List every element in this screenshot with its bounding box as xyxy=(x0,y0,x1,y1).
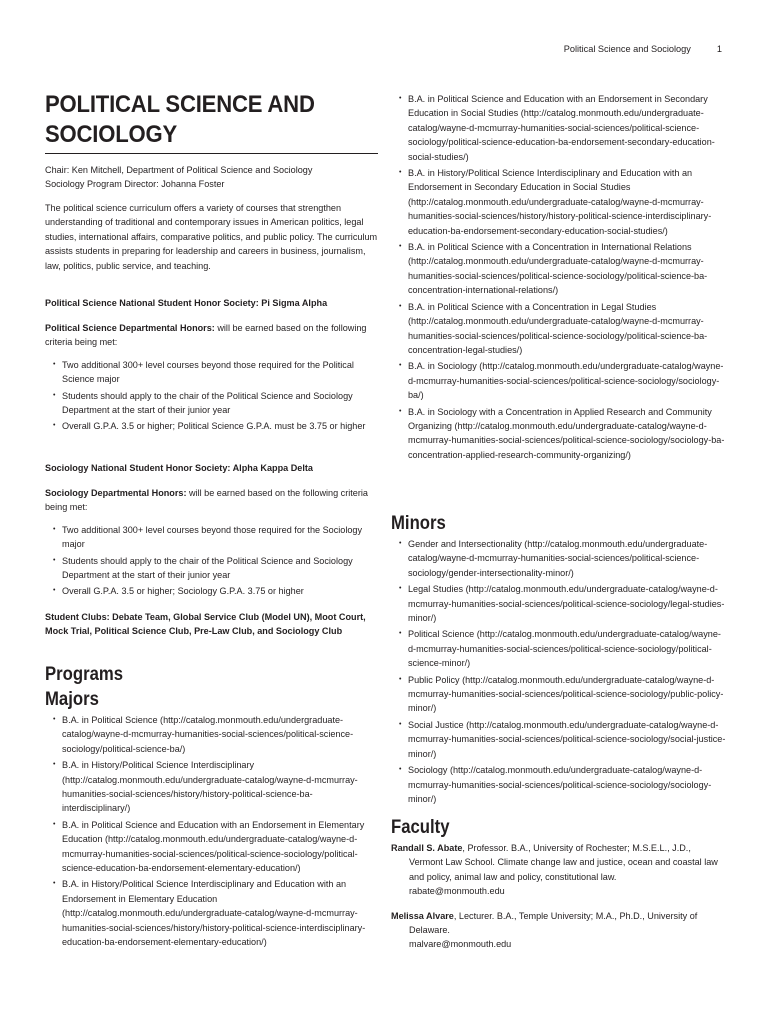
faculty-email[interactable]: rabate@monmouth.edu xyxy=(409,886,505,897)
majors-list-right xyxy=(391,92,726,464)
soc-honors-intro xyxy=(45,486,378,515)
major-item[interactable]: • B.A. in Political Science (http://catalog.monmouth.edu/undergraduate-catalog/wayne-d-mcmurray-humanities-social-sciences/political-science-sociology/political-science-ba/) xyxy=(45,713,378,756)
student-clubs: Student Clubs: Debate Team, Global Service Club (Model UN), Moot Court, Mock Trial, Political Science Club, Pre-Law Club, and Sociology Club xyxy=(45,612,366,637)
major-item[interactable]: • B.A. in History/Political Science Interdisciplinary and Education with an Endorsement in Elementary Education (http://catalog.monmouth.edu/undergraduate-catalog/wayne-d-mcmurray-humanities-social-sciences/history/history-political-science-interdisciplinary-education-ba-endorsement-elementary-education/) xyxy=(45,877,378,949)
major-item[interactable]: • B.A. in History/Political Science Interdisciplinary (http://catalog.monmouth.edu/undergraduate-catalog/wayne-d-mcmurray-humanities-social-sciences/history/history-political-science-ba-interdisciplinary/) xyxy=(45,758,378,816)
faculty-entry xyxy=(391,909,726,952)
chair-block xyxy=(45,163,378,192)
page-title: POLITICAL SCIENCE AND SOCIOLOGY xyxy=(45,91,315,148)
major-item[interactable]: • B.A. in Political Science and Education with an Endorsement in Elementary Education (http://catalog.monmouth.edu/undergraduate-catalog/wayne-d-mcmurray-humanities-social-sciences/political-science-sociology/political-science-education-ba-endorsement-elementary-education/) xyxy=(45,818,378,876)
majors-list-left xyxy=(45,713,378,952)
intro-paragraph: The political science curriculum offers a variety of courses that strengthen understanding of traditional and contemporary issues in American politics, legal studies, international affairs, comparative politics, and public policy. The curriculum assists students in preparing for leadership and careers in business, journalism, law, politics, public service, and teaching. xyxy=(45,203,378,271)
soc-honors-text: will be earned based on the following criteria being met: xyxy=(45,488,368,513)
list-item: • Two additional 300+ level courses beyond those required for the Sociology major xyxy=(45,523,378,552)
list-item: • Two additional 300+ level courses beyond those required for the Political Science major xyxy=(45,358,378,387)
ps-honors-intro xyxy=(45,321,378,350)
running-header xyxy=(564,44,722,54)
minor-item[interactable]: • Sociology (http://catalog.monmouth.edu/undergraduate-catalog/wayne-d-mcmurray-humanities-social-sciences/political-science-sociology/sociology-minor/) xyxy=(391,763,726,806)
major-item[interactable]: • B.A. in Sociology with a Concentration in Applied Research and Community Organizing (http://catalog.monmouth.edu/undergraduate-catalog/wayne-d-mcmurray-humanities-social-sciences/political-science-sociology/sociology-ba-concentration-applied-research-community-organizing/) xyxy=(391,405,726,463)
faculty-name: Randall S. Abate xyxy=(391,843,463,853)
ps-honor-society: Political Science National Student Honor Society: Pi Sigma Alpha xyxy=(45,298,328,308)
faculty-details: , Lecturer. B.A., Temple University; M.A., Ph.D., University of Delaware. xyxy=(409,910,698,936)
major-item[interactable]: • B.A. in Political Science with a Concentration in International Relations (http://catalog.monmouth.edu/undergraduate-catalog/wayne-d-mcmurray-humanities-social-sciences/political-science-sociology/political-science-ba-concentration-international-relations/) xyxy=(391,240,726,298)
majors-heading: Majors xyxy=(45,689,99,710)
faculty-details: , Professor. B.A., University of Rochester; M.S.E.L., J.D., Vermont Law School. Climate change law and justice, ocean and coastal law and policy, animal law and policy, constitutional law. xyxy=(409,843,718,882)
ps-honors-text: will be earned based on the following criteria being met: xyxy=(45,323,367,348)
minor-item[interactable]: • Political Science (http://catalog.monmouth.edu/undergraduate-catalog/wayne-d-mcmurray-humanities-social-sciences/political-science-sociology/political-science-minor/) xyxy=(391,627,726,670)
list-item: • Overall G.P.A. 3.5 or higher; Political Science G.P.A. must be 3.75 or higher xyxy=(45,419,378,433)
running-title: Political Science and Sociology xyxy=(563,44,691,54)
list-item: • Students should apply to the chair of the Political Science and Sociology Department at the start of their junior year xyxy=(45,389,378,418)
chair-line: Chair: Ken Mitchell, Department of Political Science and Sociology xyxy=(45,165,313,175)
ps-honors-label: Political Science Departmental Honors: xyxy=(45,323,215,333)
minor-item[interactable]: • Legal Studies (http://catalog.monmouth.edu/undergraduate-catalog/wayne-d-mcmurray-humanities-social-sciences/political-science-sociology/legal-studies-minor/) xyxy=(391,582,726,625)
faculty-heading: Faculty xyxy=(391,817,450,838)
programs-heading: Programs xyxy=(45,664,124,685)
major-item[interactable]: • B.A. in Political Science with a Concentration in Legal Studies (http://catalog.monmouth.edu/undergraduate-catalog/wayne-d-mcmurray-humanities-social-sciences/political-science-sociology/political-science-ba-concentration-legal-studies/) xyxy=(391,300,726,358)
soc-honors-criteria xyxy=(45,523,378,599)
list-item: • Students should apply to the chair of the Political Science and Sociology Department at the start of their junior year xyxy=(45,554,378,583)
minors-list xyxy=(391,537,726,808)
minors-heading: Minors xyxy=(391,513,446,534)
major-item[interactable]: • B.A. in History/Political Science Interdisciplinary and Education with an Endorsement in Secondary Education in Social Studies (http://catalog.monmouth.edu/undergraduate-catalog/wayne-d-mcmurray-humanities-social-sciences/history/history-political-science-interdisciplinary-education-ba-endorsement-secondary-education-social-studies/) xyxy=(391,166,726,238)
faculty-email[interactable]: malvare@monmouth.edu xyxy=(409,939,512,950)
major-item[interactable]: • B.A. in Political Science and Education with an Endorsement in Secondary Education in Social Studies (http://catalog.monmouth.edu/undergraduate-catalog/wayne-d-mcmurray-humanities-social-sciences/political-science-sociology/political-science-education-ba-endorsement-secondary-education-social-studies/) xyxy=(391,92,726,164)
minor-item[interactable]: • Gender and Intersectionality (http://catalog.monmouth.edu/undergraduate-catalog/wayne-d-mcmurray-humanities-social-sciences/political-science-sociology/gender-intersectionality-minor/) xyxy=(391,537,726,580)
faculty-name: Melissa Alvare xyxy=(391,910,454,921)
title-divider xyxy=(45,153,378,154)
page-number: 1 xyxy=(716,44,722,54)
minor-item[interactable]: • Public Policy (http://catalog.monmouth.edu/undergraduate-catalog/wayne-d-mcmurray-humanities-social-sciences/political-science-sociology/public-policy-minor/) xyxy=(391,673,726,716)
faculty-entry xyxy=(391,841,726,899)
ps-honors-criteria xyxy=(45,358,378,434)
director-line: Sociology Program Director: Johanna Foster xyxy=(45,179,225,190)
soc-honors-block xyxy=(45,486,378,601)
list-item: • Overall G.P.A. 3.5 or higher; Sociology G.P.A. 3.75 or higher xyxy=(45,584,378,598)
soc-honor-society: Sociology National Student Honor Society: Alpha Kappa Delta xyxy=(45,463,313,473)
major-item[interactable]: • B.A. in Sociology (http://catalog.monmouth.edu/undergraduate-catalog/wayne-d-mcmurray-humanities-social-sciences/political-science-sociology/sociology-ba/) xyxy=(391,359,726,402)
ps-honors-block xyxy=(45,321,378,436)
soc-honors-label: Sociology Departmental Honors: xyxy=(45,488,187,498)
faculty-list xyxy=(391,841,726,952)
minor-item[interactable]: • Social Justice (http://catalog.monmouth.edu/undergraduate-catalog/wayne-d-mcmurray-humanities-social-sciences/political-science-sociology/social-justice-minor/) xyxy=(391,718,726,761)
